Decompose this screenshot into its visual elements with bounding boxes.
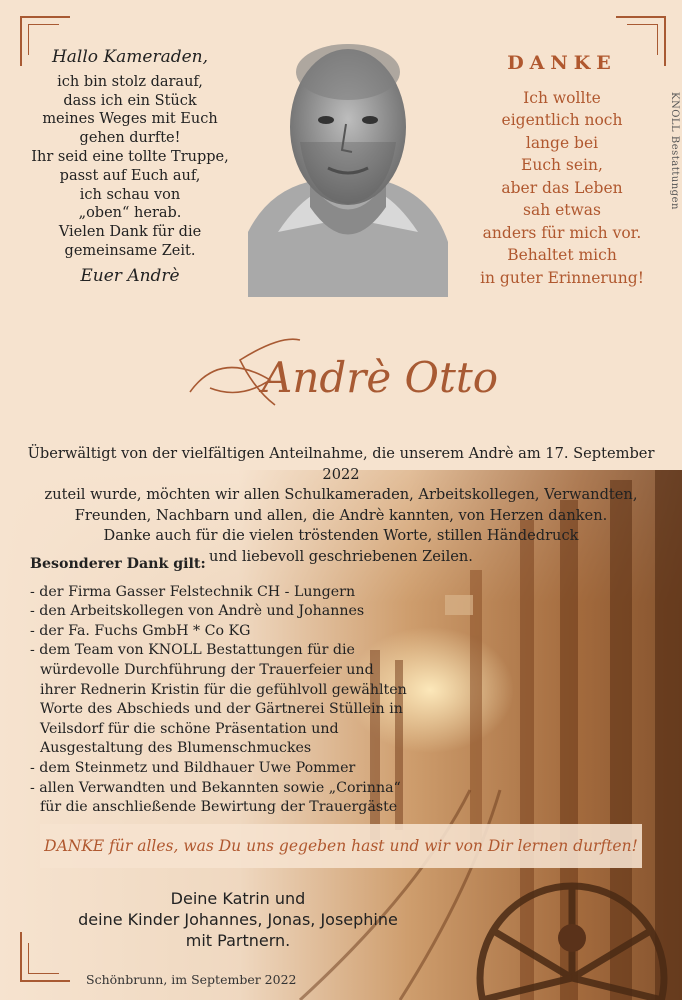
family-line: Deine Katrin und	[170, 889, 306, 908]
family-line: mit Partnern.	[185, 931, 291, 950]
poem-line: lange bei	[525, 133, 599, 152]
poem-line: anders für mich vor.	[482, 223, 642, 242]
poem-line: sah etwas	[523, 201, 601, 219]
intro-text	[26, 444, 656, 567]
intro-line: Freunden, Nachbarn und allen, die Andrè kannten, von Herzen danken.	[74, 506, 608, 524]
poem-line: passt auf Euch auf,	[59, 167, 201, 184]
poem-line: ich bin stolz darauf,	[57, 73, 203, 90]
poem-line: Ihr seid eine tollte Truppe,	[31, 148, 229, 165]
danke-heading: DANKE	[507, 52, 617, 74]
poem-signoff: Euer Andrè	[80, 265, 180, 286]
farewell-poem	[30, 48, 230, 286]
intro-line: Danke auch für die vielen tröstenden Worte, stillen Händedruck	[103, 527, 579, 544]
list-item: - dem Steinmetz und Bildhauer Uwe Pommer	[30, 759, 356, 776]
deceased-name-text: Andrè Otto	[261, 353, 499, 402]
list-item: - den Arbeitskollegen von Andrè und Johannes	[30, 603, 365, 620]
poem-line: dass ich ein Stück	[63, 92, 197, 109]
family-line: deine Kinder Johannes, Jonas, Josephine	[78, 910, 398, 929]
poem-line: eigentlich noch	[501, 111, 623, 129]
intro-line: zuteil wurde, möchten wir allen Schulkameraden, Arbeitskollegen, Verwandten,	[44, 486, 638, 503]
portrait-photo	[248, 32, 448, 297]
poem-line: „oben“ herab.	[78, 205, 182, 222]
poem-line: aber das Leben	[501, 178, 623, 197]
list-item: - der Firma Gasser Felstechnik CH - Lungern	[30, 583, 356, 600]
poem-line: meines Weges mit Euch	[42, 111, 218, 128]
poem-line: ich schau von	[79, 186, 181, 203]
list-item: - allen Verwandten und Bekannten sowie „Corinna“ für die anschließende Bewirtung der Trauergäste	[30, 779, 401, 816]
deceased-name	[180, 330, 560, 420]
intro-line: Überwältigt von der vielfältigen Anteilnahme, die unserem Andrè am 17. September 2022	[27, 445, 655, 483]
list-item: - der Fa. Fuchs GmbH * Co KG	[30, 622, 251, 639]
family-signature	[50, 888, 426, 951]
list-item: - dem Team von KNOLL Bestattungen für die würdevolle Durchführung der Trauerfeier und ihrer Rednerin Kristin für die gefühlvoll gewählten Worte des Abschieds und der Gärtnerei Stüllein in Veilsdorf für die schöne Präsentation und Ausgestaltung des Blumenschmuckes	[30, 642, 407, 757]
poem-line: gehen durfte!	[79, 130, 181, 147]
poem-line: in guter Erinnerung!	[480, 268, 644, 287]
poem-line: Vielen Dank für die	[58, 224, 202, 241]
poem-greeting: Hallo Kameraden,	[51, 47, 209, 67]
poem-line: gemeinsame Zeit.	[64, 242, 196, 259]
thank-you-poem	[464, 52, 660, 289]
poem-line: Euch sein,	[521, 156, 603, 174]
special-thanks-list	[30, 583, 410, 818]
poem-line: Behaltet mich	[507, 246, 617, 264]
mine-cart-wheel-illustration	[452, 868, 682, 1000]
special-thanks-heading: Besonderer Dank gilt:	[30, 556, 206, 572]
special-thanks	[30, 555, 410, 818]
danke-banner: DANKE für alles, was Du uns gegeben hast und wir von Dir lernen durften!	[40, 824, 642, 868]
funeral-home-credit: KNOLL Bestattungen	[669, 92, 680, 210]
place-date: Schönbrunn, im September 2022	[86, 972, 297, 987]
intro-line: und liebevoll geschriebenen Zeilen.	[209, 547, 473, 565]
poem-line: Ich wollte	[523, 88, 601, 107]
corner-ornament	[627, 24, 658, 55]
